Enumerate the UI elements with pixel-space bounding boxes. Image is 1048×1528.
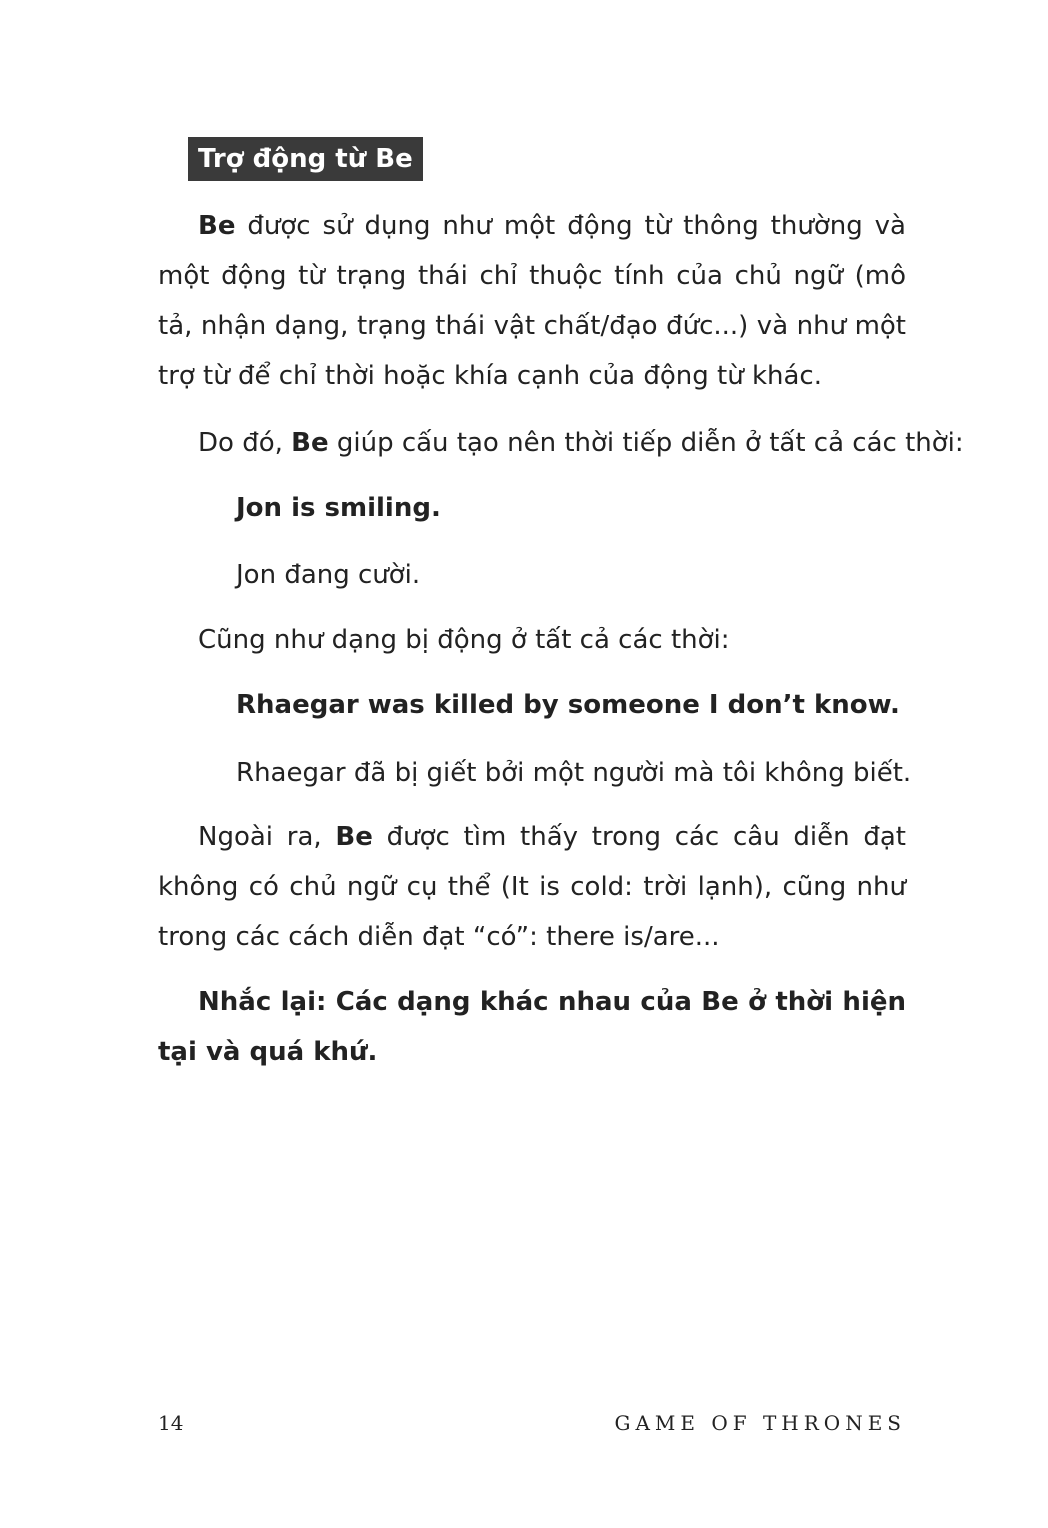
example-vietnamese-1: Jon đang cười. bbox=[236, 560, 421, 590]
example-english-1: Jon is smiling. bbox=[236, 493, 441, 523]
term-be: Be bbox=[335, 822, 373, 852]
paragraph-intro-text: được sử dụng như một động từ thông thường và một động từ trạng thái chỉ thuộc tính của chủ ngữ (mô tả, nhận dạng, trạng thái vật chất/đạo đức...) và như một trợ từ để chỉ thời hoặc khía cạnh của động từ khác. bbox=[158, 211, 906, 391]
page-number: 14 bbox=[158, 1411, 184, 1435]
paragraph-other-after: được tìm thấy trong các câu diễn đạt không có chủ ngữ cụ thể (It is cold: trời lạnh), cũng như trong các cách diễn đạt “có”: there is/are... bbox=[158, 822, 906, 952]
paragraph-other-uses bbox=[158, 812, 906, 962]
paragraph-continuous bbox=[198, 425, 964, 461]
example-english-2: Rhaegar was killed by someone I don’t know. bbox=[236, 690, 900, 720]
paragraph-reminder: Nhắc lại: Các dạng khác nhau của Be ở thời hiện tại và quá khứ. bbox=[158, 987, 906, 1067]
term-be: Be bbox=[198, 211, 236, 241]
section-heading: Trợ động từ Be bbox=[188, 137, 423, 181]
paragraph-continuous-after: giúp cấu tạo nên thời tiếp diễn ở tất cả các thời: bbox=[328, 428, 964, 458]
example-vietnamese-2: Rhaegar đã bị giết bởi một người mà tôi không biết. bbox=[236, 758, 912, 788]
paragraph-continuous-before: Do đó, bbox=[198, 428, 292, 458]
paragraph-intro bbox=[158, 201, 906, 401]
running-footer-title: GAME OF THRONES bbox=[614, 1411, 906, 1435]
paragraph-passive: Cũng như dạng bị động ở tất cả các thời: bbox=[198, 625, 730, 655]
term-be: Be bbox=[291, 428, 329, 458]
paragraph-other-before: Ngoài ra, bbox=[198, 822, 336, 852]
